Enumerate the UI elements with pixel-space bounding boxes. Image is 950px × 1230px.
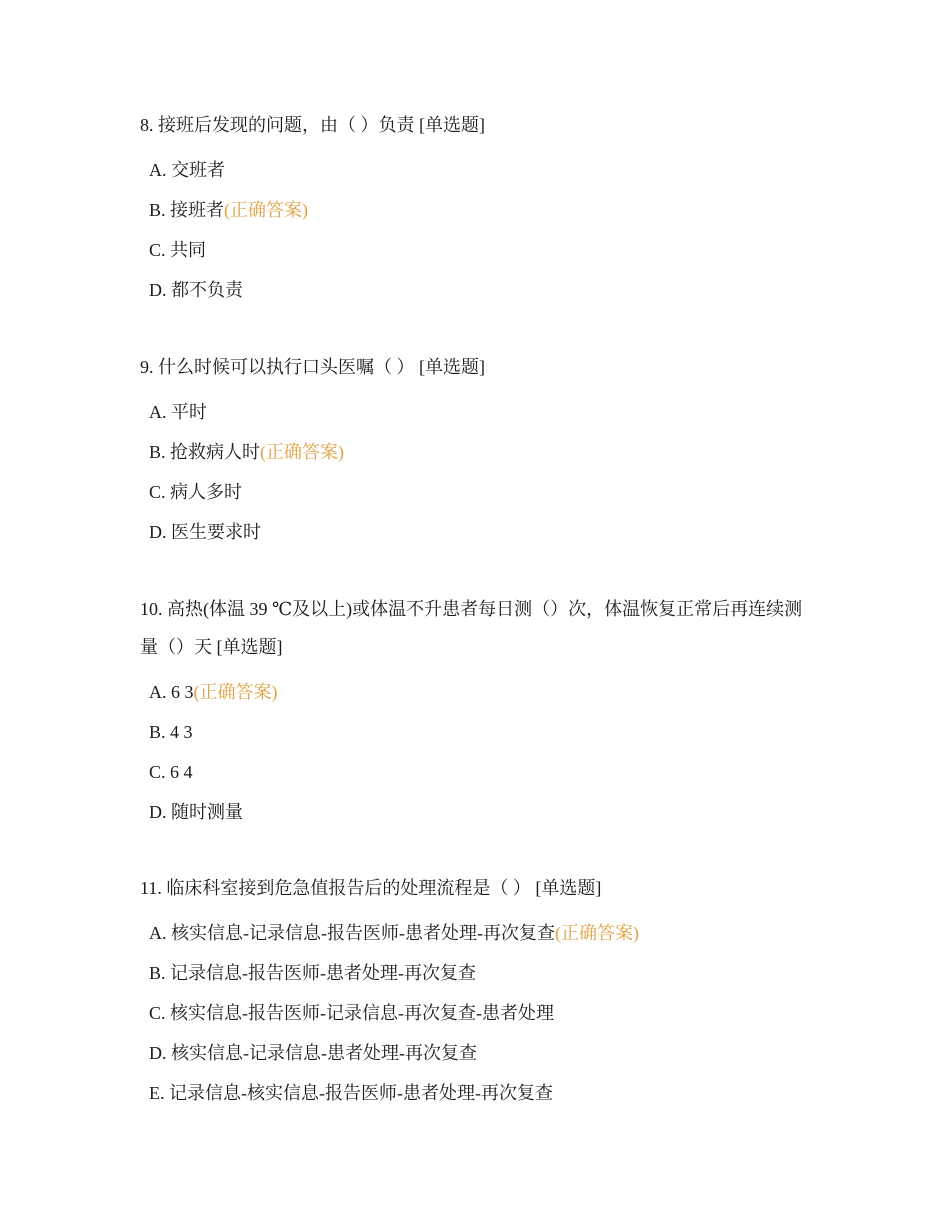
option-text: A. 核实信息-记录信息-报告医师-患者处理-再次复查 (149, 923, 555, 943)
option-text: C. 病人多时 (149, 482, 243, 502)
question-10 (140, 590, 820, 832)
option-a (149, 913, 820, 953)
option-text: B. 抢救病人时 (149, 442, 261, 462)
option-text: B. 4 3 (149, 722, 193, 742)
question-11 (140, 869, 820, 1113)
option-c (149, 752, 820, 792)
option-b (149, 432, 820, 472)
option-text: D. 随时测量 (149, 802, 243, 822)
correct-answer-mark: (正确答案) (224, 200, 309, 220)
option-text: B. 记录信息-报告医师-患者处理-再次复查 (149, 963, 476, 983)
option-text: D. 核实信息-记录信息-患者处理-再次复查 (149, 1043, 477, 1063)
question-9 (140, 348, 820, 552)
option-e (149, 1073, 820, 1113)
option-text: C. 6 4 (149, 762, 193, 782)
option-text: A. 平时 (149, 402, 207, 422)
option-c (149, 230, 820, 270)
option-a (149, 392, 820, 432)
question-title: 11. 临床科室接到危急值报告后的处理流程是（ ） [单选题] (140, 878, 602, 898)
option-d (149, 512, 820, 552)
option-text: D. 医生要求时 (149, 522, 261, 542)
correct-answer-mark: (正确答案) (260, 442, 345, 462)
option-c (149, 472, 820, 512)
option-b (149, 712, 820, 752)
option-text: B. 接班者 (149, 200, 225, 220)
option-text: C. 共同 (149, 240, 207, 260)
question-title: 8. 接班后发现的问题，由（ ）负责 [单选题] (140, 115, 485, 135)
option-a (149, 150, 820, 190)
question-8 (140, 106, 820, 310)
option-text: A. 交班者 (149, 160, 225, 180)
question-title: 10. 高热(体温 39 ℃及以上)或体温不升患者每日测（）次，体温恢复正常后再连续测量（）天 [单选题] (140, 599, 803, 657)
option-text: A. 6 3 (149, 682, 194, 702)
correct-answer-mark: (正确答案) (193, 682, 278, 702)
option-text: D. 都不负责 (149, 280, 243, 300)
option-text: E. 记录信息-核实信息-报告医师-患者处理-再次复查 (149, 1083, 553, 1103)
option-d (149, 1033, 820, 1073)
option-list (149, 392, 820, 552)
option-list (149, 913, 820, 1113)
option-list (149, 150, 820, 310)
correct-answer-mark: (正确答案) (554, 923, 639, 943)
option-b (149, 190, 820, 230)
option-d (149, 270, 820, 310)
option-list (149, 672, 820, 832)
option-c (149, 993, 820, 1033)
option-b (149, 953, 820, 993)
option-a (149, 672, 820, 712)
option-d (149, 792, 820, 832)
option-text: C. 核实信息-报告医师-记录信息-再次复查-患者处理 (149, 1003, 554, 1023)
question-title: 9. 什么时候可以执行口头医嘱（ ） [单选题] (140, 357, 485, 377)
